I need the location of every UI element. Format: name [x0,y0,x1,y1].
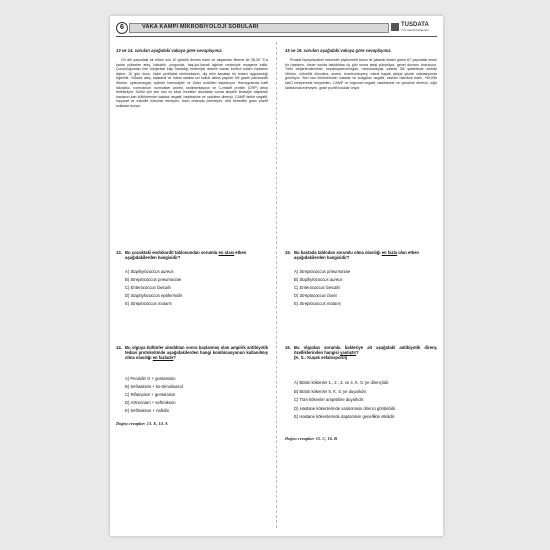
case-text-15-16: Prostat hiperplazisine sekonder piyelonefrit tanısı ile yatarak tedavi gören 67 yaşındaki erkek bir hastanın, üriner sonda takıldıktan üç gün sonra ateşi yükseliyor, genel durumu bozuluyor. Tıbbi değerlendirmede; hepatosplenomegali, mezokardiyak odakta 3/6 şiddetinde sistolik üfürüm, nötrofilik lökositoz, anemi, trombositopeni, mitral kapak atriyal yüzde vejetasyonlar görülüyor. Seri kan kültürlerinde; katalaz ve koagülaz negatif, eskülin hidrolize eden, %6,5'lik NaCl besiyerinde üreyebilen, CAMP ve hippurat negatif, basitrasine ve optokine dirençli, sığır safrasında erimeyen, gram pozitif kokklar üriyor. [285,58,437,90]
option-15-a[interactable]: A) Streptococcus pneumoniae [294,269,351,274]
option-15-d[interactable]: D) Streptococcus bovis [294,293,338,298]
question-13-number: 13. [116,250,122,255]
column-divider [276,42,277,528]
option-13-d[interactable]: D) Staphylococcus epidermidis [125,293,183,298]
tusdata-logo [391,22,435,34]
question-14-stem: Bu olguya kültürler alındıktan sonra başlanmış olan ampirik antibiyotik tedavi protokolünde aşağıdakilerden hangi kombinasyonun kullanılmış olma olasılığı en fazladır? [125,345,268,360]
page-header [116,22,437,34]
option-13-e[interactable]: E) Streptococcus mutans [125,301,172,306]
option-16-b[interactable]: B) Bütün kökenler 5. K. S.'ye duyarlıdır. [294,388,367,394]
option-16-a[interactable]: A) Bütün kökenler 1., 2., 3. ve 4. K. S.'ye dirençlidir. [294,380,390,385]
option-14-c[interactable]: C) Rifampisin + gentamisin [125,392,176,397]
question-16-options [294,380,437,421]
option-14-e[interactable]: E) Seftriakson + nafsilin [125,408,170,413]
option-13-b[interactable]: B) Streptococcus pneumoniae [125,277,182,282]
option-16-c[interactable]: C) Tüm kökenler ampisiline duyarlıdır. [294,397,365,402]
case-heading-15-16: 15 ve 16. soruları aşağıdaki vakaya göre cevaplayınız. [285,48,392,53]
option-13-a[interactable]: A) Staphylococcus aureus [125,269,174,274]
answer-key-13-14: Doğru cevaplar: 13. E, 14. A [116,421,168,426]
question-13-options [125,268,183,308]
right-column [285,49,437,524]
question-16-number: 16. [285,345,291,350]
question-16-stem: Bu olgudan sorumlu bakteriye ait aşağıdaki antibiyotik direnç özelliklerinden hangisi yanlıştır? (K. S.: Kuşak sefalosporin) [294,345,437,360]
option-16-e[interactable]: E) Hastane kökenlerinde daptomisin genellikle etkilidir. [294,414,396,419]
question-15-options [294,268,350,308]
header-title: VAKA KAMPI MİKROBİYOLOJİ SORULARI [142,24,259,30]
question-14-options [125,375,183,415]
logo-text: TUSDATA [401,22,429,28]
option-15-b[interactable]: B) Staphylococcus aureus [294,277,343,282]
option-15-e[interactable]: E) Streptococcus mutans [294,301,341,306]
answer-key-15-16: Doğru cevaplar: 15. C, 16. B [285,436,337,441]
option-13-c[interactable]: C) Enterococcus faecalis [125,285,172,290]
question-14-number: 14. [116,345,122,350]
logo-subtitle: TUS Hazırlık Merkezleri [401,29,429,32]
option-14-a[interactable]: A) Penisilin G + gentamisin [125,376,176,381]
header-rule [116,36,437,37]
question-13-stem: Bu çocuktaki endokardit tablosundan sorumlu en olası etken aşağıdakilerden hangisidir? [125,250,247,260]
page-number: 6 [116,22,128,34]
option-15-c[interactable]: C) Enterococcus faecalis [294,285,341,290]
question-15-number: 15. [285,250,291,255]
option-14-b[interactable]: B) Sefotaksim + ko-trimoksazol [125,384,183,389]
question-15-stem: Bu hastada tablodan sorumlu olma olasılığı en fazla olan etken aşağıdakilerden hangisidir? [294,250,419,260]
logo-mark-icon [391,23,399,31]
case-heading-13-14: 13 ve 14. soruları aşağıdaki vakaya göre cevaplayınız. [116,48,223,53]
case-text-13-14: On altı yaşındaki bir erkek son 10 gündür devam eden ve akşamları titreme ile 38-39 °C'a kadar yükselen ateş, halsizlik, yorgunluk, baş-kol-bacak ağrıları nedeniyle muayene edilir. Çocukluğundan beri konjenital kalp hastalığı nedeniyle aralıklı olarak kontrol edilen hastanın dişine, 10 gün önce, hiçbir profilaksi verilmeksizin, diş etini kanatan bir tedavi uygulandığı öğrenilir. Yüksek ateş, taşikardi ve mitral odakta sol koltuk altına yayılan 3/6 grade pansistolik üfürüm, splenomegali, splinter hemorajiler ve Osler nodülleri saptanıyor. Hemogramda hafif lökositoz, normokrom normositer anemi, sedimentasyon ve C-reaktif protein (CRP) artışı belirleniyor. Kültür için seri kan ve idrar örnekleri alındıktan sonra ampirik tedaviye başlanan hastanın kan kültürlerinde katalaz negatif, basitrasine ve optokine dirençli, CAMP faktör negatif, hippurat ve eskülini hidrolize etmeyen, tuzlu ortamda üremeyen, alfa hemolitik gram pozitif kokkalar üreyor. [116,58,268,108]
option-16-d[interactable]: D) Hastane kökenlerinde vankomisin direnci görülebilir. [294,405,396,411]
book-page [110,16,443,536]
left-column [116,49,268,524]
question-16-note: (K. S.: Kuşak sefalosporin) [294,355,348,360]
option-14-d[interactable]: D) Aztreonam + seftriakson [125,400,176,405]
